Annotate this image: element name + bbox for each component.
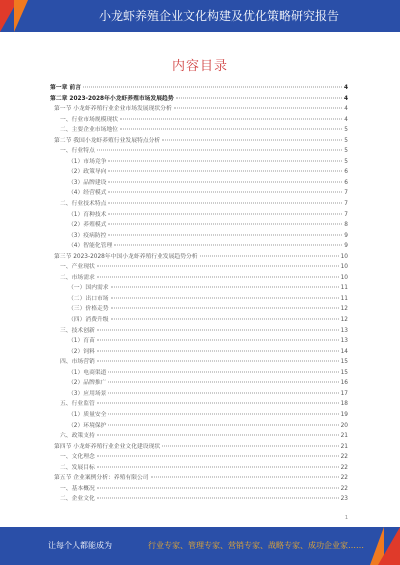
toc-dot-leader bbox=[151, 477, 339, 478]
toc-entry[interactable] bbox=[50, 430, 348, 441]
toc-dot-leader bbox=[97, 340, 339, 341]
toc-entry-title: （4）经营模式 bbox=[68, 190, 107, 197]
toc-dot-leader bbox=[108, 181, 342, 182]
toc-entry-page: 22 bbox=[340, 475, 348, 482]
toc-entry-page: 18 bbox=[340, 401, 348, 408]
toc-dot-leader bbox=[108, 203, 342, 204]
report-footer bbox=[0, 527, 400, 565]
toc-entry-title: （三）价格走势 bbox=[68, 306, 109, 313]
toc-entry-title: 二、主要企业市场地位 bbox=[60, 127, 118, 134]
toc-dot-leader bbox=[83, 87, 342, 88]
toc-entry-title: 第五节 企业案例分析：养殖有限公司 bbox=[54, 475, 149, 482]
toc-dot-leader bbox=[120, 129, 342, 130]
toc-entry[interactable] bbox=[50, 166, 348, 177]
toc-entry[interactable] bbox=[50, 219, 348, 230]
toc-entry-title: 第四节 小龙虾养殖行业企业文化建设现状 bbox=[54, 443, 161, 450]
toc-entry-title: （2）环境保护 bbox=[68, 422, 107, 429]
toc-dot-leader bbox=[97, 350, 339, 351]
toc-entry-page: 7 bbox=[344, 211, 348, 218]
toc-entry[interactable] bbox=[50, 314, 348, 325]
toc-dot-leader bbox=[97, 266, 339, 267]
toc-entry-title: 第一节 小龙虾养殖行业企业市场发展现状分析 bbox=[54, 106, 172, 113]
toc-entry[interactable] bbox=[50, 103, 348, 114]
toc-entry-title: （1）质量安全 bbox=[68, 411, 107, 418]
toc-entry-page: 6 bbox=[344, 179, 348, 186]
toc-entry-page: 11 bbox=[340, 285, 348, 292]
toc-entry-title: 二、企业文化 bbox=[60, 496, 95, 503]
toc-entry[interactable] bbox=[50, 420, 348, 431]
toc-entry-page: 12 bbox=[340, 317, 348, 324]
toc-entry-page: 5 bbox=[344, 127, 348, 134]
toc-entry-title: （3）应用场景 bbox=[68, 390, 107, 397]
toc-dot-leader bbox=[200, 255, 339, 256]
toc-entry[interactable] bbox=[50, 124, 348, 135]
toc-entry[interactable] bbox=[50, 462, 348, 473]
toc-dot-leader bbox=[111, 297, 339, 298]
toc-entry-page: 17 bbox=[340, 390, 348, 397]
toc-entry-title: 一、行业市场规模现状 bbox=[60, 116, 118, 123]
toc-entry-page: 7 bbox=[344, 190, 348, 197]
footer-red-accent bbox=[378, 527, 400, 565]
toc-entry[interactable] bbox=[50, 335, 348, 346]
toc-entry-page: 21 bbox=[340, 433, 348, 440]
toc-dot-leader bbox=[108, 192, 342, 193]
toc-dot-leader bbox=[97, 466, 339, 467]
toc-entry-title: （1）电商渠道 bbox=[68, 369, 107, 376]
toc-entry[interactable] bbox=[50, 82, 348, 93]
toc-dot-leader bbox=[162, 445, 338, 446]
toc-dot-leader bbox=[108, 382, 338, 383]
toc-entry-page: 4 bbox=[343, 95, 348, 102]
toc-entry-title: （一）国内需求 bbox=[68, 285, 109, 292]
toc-entry-title: 一、行业特点 bbox=[60, 148, 95, 155]
toc-entry-page: 9 bbox=[344, 243, 348, 250]
toc-entry-title: 一、基本概况 bbox=[60, 485, 95, 492]
toc-entry-title: 第一章 前言 bbox=[50, 85, 82, 91]
toc-entry[interactable] bbox=[50, 145, 348, 156]
toc-dot-leader bbox=[111, 319, 339, 320]
toc-entry[interactable] bbox=[50, 272, 348, 283]
toc-entry-page: 21 bbox=[340, 443, 348, 450]
toc-dot-leader bbox=[162, 139, 342, 140]
toc-entry-title: （1）育种技术 bbox=[68, 211, 107, 218]
report-header bbox=[0, 0, 400, 32]
toc-entry-title: （3）品牌建设 bbox=[68, 179, 107, 186]
toc-entry[interactable] bbox=[50, 282, 348, 293]
toc-entry[interactable] bbox=[50, 398, 348, 409]
toc-entry-title: 第二节 我国小龙虾养殖行业发展特点分析 bbox=[54, 137, 161, 144]
toc-dot-leader bbox=[176, 97, 342, 98]
toc-entry-page: 11 bbox=[340, 295, 348, 302]
toc-entry-page: 7 bbox=[344, 201, 348, 208]
toc-dot-leader bbox=[108, 234, 342, 235]
toc-entry-title: （2）养殖模式 bbox=[68, 222, 107, 229]
toc-entry[interactable] bbox=[50, 293, 348, 304]
toc-entry-title: 四、市场营销 bbox=[60, 359, 95, 366]
toc-dot-leader bbox=[97, 276, 339, 277]
toc-dot-leader bbox=[108, 224, 342, 225]
toc-entry-page: 22 bbox=[340, 485, 348, 492]
toc-entry-page: 13 bbox=[340, 338, 348, 345]
toc-entry-page: 8 bbox=[344, 222, 348, 229]
toc-entry[interactable] bbox=[50, 177, 348, 188]
toc-entry-page: 6 bbox=[344, 169, 348, 176]
toc-entry-page: 10 bbox=[340, 274, 348, 281]
toc-entry[interactable] bbox=[50, 303, 348, 314]
toc-entry[interactable] bbox=[50, 367, 348, 378]
toc-dot-leader bbox=[108, 413, 338, 414]
toc-dot-leader bbox=[97, 435, 339, 436]
toc-entry-title: （4）智能化管理 bbox=[68, 243, 113, 250]
toc-dot-leader bbox=[97, 361, 339, 362]
toc-entry-page: 15 bbox=[340, 359, 348, 366]
toc-entry-title: 二、行业技术特点 bbox=[60, 201, 107, 208]
toc-dot-leader bbox=[108, 213, 342, 214]
toc-entry-title: 第三节 2023-2028年中国小龙虾养殖行业发展趋势分析 bbox=[54, 253, 198, 260]
toc-entry-title: （二）出口市场 bbox=[68, 295, 109, 302]
toc-entry[interactable] bbox=[50, 493, 348, 504]
toc-dot-leader bbox=[97, 329, 339, 330]
toc-entry-page: 23 bbox=[340, 496, 348, 503]
toc-entry[interactable] bbox=[50, 325, 348, 336]
toc-entry-page: 9 bbox=[344, 232, 348, 239]
toc-entry-page: 12 bbox=[340, 306, 348, 313]
toc-entry-page: 5 bbox=[344, 148, 348, 155]
toc-entry[interactable] bbox=[50, 251, 348, 262]
toc-entry-title: （1）市场竞争 bbox=[68, 158, 107, 165]
toc-entry-title: （四）消费升级 bbox=[68, 317, 109, 324]
page-number: 1 bbox=[344, 515, 348, 521]
toc-entry[interactable] bbox=[50, 230, 348, 241]
toc-dot-leader bbox=[111, 287, 339, 288]
footer-tagline: 行业专家、管理专家、营销专家、战略专家、成功企业家…… bbox=[148, 541, 364, 550]
toc-entry-title: （2）品牌推广 bbox=[68, 380, 107, 387]
toc-entry-title: 一、产业现状 bbox=[60, 264, 95, 271]
toc-entry-page: 13 bbox=[340, 327, 348, 334]
toc-entry[interactable] bbox=[50, 209, 348, 220]
toc-entry[interactable] bbox=[50, 441, 348, 452]
toc-entry[interactable] bbox=[50, 187, 348, 198]
toc-entry-title: （2）政策导向 bbox=[68, 169, 107, 176]
toc-entry-page: 14 bbox=[340, 348, 348, 355]
toc-dot-leader bbox=[108, 160, 342, 161]
toc-dot-leader bbox=[97, 150, 343, 151]
toc-entry[interactable] bbox=[50, 261, 348, 272]
toc-entry-page: 16 bbox=[340, 380, 348, 387]
toc-entry-page: 10 bbox=[340, 264, 348, 271]
toc-entry-page: 22 bbox=[340, 454, 348, 461]
toc-dot-leader bbox=[97, 403, 339, 404]
toc-entry-page: 5 bbox=[344, 158, 348, 165]
toc-dot-leader bbox=[108, 171, 342, 172]
toc-entry[interactable] bbox=[50, 114, 348, 125]
toc-entry-page: 20 bbox=[340, 422, 348, 429]
toc-entry-title: 一、文化理念 bbox=[60, 454, 95, 461]
toc-entry[interactable] bbox=[50, 409, 348, 420]
header-orange-stripe bbox=[14, 0, 28, 32]
toc-entry-title: 三、技术创新 bbox=[60, 327, 95, 334]
report-title: 小龙虾养殖企业文化构建及优化策略研究报告 bbox=[98, 9, 339, 23]
toc-entry-page: 4 bbox=[344, 106, 348, 113]
toc-dot-leader bbox=[108, 371, 338, 372]
toc-entry-title: （3）疫病防控 bbox=[68, 232, 107, 239]
toc-entry[interactable] bbox=[50, 93, 348, 104]
toc-dot-leader bbox=[111, 308, 339, 309]
toc-dot-leader bbox=[114, 245, 342, 246]
toc-entry-title: 二、市场需求 bbox=[60, 274, 95, 281]
toc-dot-leader bbox=[97, 487, 339, 488]
toc-entry-page: 15 bbox=[340, 369, 348, 376]
toc-heading: 内容目录 bbox=[171, 59, 228, 74]
toc-dot-leader bbox=[108, 392, 338, 393]
toc-dot-leader bbox=[120, 118, 342, 119]
toc-entry-page: 4 bbox=[344, 116, 348, 123]
toc-entry-title: 第二章 2023-2028年小龙虾养殖市场发展趋势 bbox=[50, 95, 174, 102]
toc-entry-title: （2）饲料 bbox=[68, 348, 95, 355]
toc-entry-page: 22 bbox=[340, 464, 348, 471]
toc-entry-page: 10 bbox=[340, 253, 348, 260]
toc-entry-title: 二、发展目标 bbox=[60, 464, 95, 471]
footer-slogan: 让每个人都能成为 bbox=[48, 541, 112, 550]
toc-entry[interactable] bbox=[50, 346, 348, 357]
toc-entry-page: 5 bbox=[344, 137, 348, 144]
toc-entry-title: （1）育苗 bbox=[68, 338, 95, 345]
toc-entry[interactable] bbox=[50, 377, 348, 388]
toc-dot-leader bbox=[174, 108, 343, 109]
toc-entry[interactable] bbox=[50, 483, 348, 494]
toc-dot-leader bbox=[108, 424, 338, 425]
toc-entry[interactable] bbox=[50, 156, 348, 167]
toc-entry[interactable] bbox=[50, 388, 348, 399]
toc-entry-title: 五、行业监管 bbox=[60, 401, 95, 408]
toc-entry[interactable] bbox=[50, 240, 348, 251]
toc-entry[interactable] bbox=[50, 356, 348, 367]
toc-entry-title: 六、政策支持 bbox=[60, 433, 95, 440]
toc-entry[interactable] bbox=[50, 198, 348, 209]
toc-dot-leader bbox=[97, 498, 339, 499]
toc-entry-page: 19 bbox=[340, 411, 348, 418]
toc-entry[interactable] bbox=[50, 135, 348, 146]
toc-entry-page: 4 bbox=[343, 85, 348, 91]
toc-entry[interactable] bbox=[50, 451, 348, 462]
toc-dot-leader bbox=[97, 456, 339, 457]
table-of-contents bbox=[50, 82, 348, 504]
toc-entry[interactable] bbox=[50, 472, 348, 483]
